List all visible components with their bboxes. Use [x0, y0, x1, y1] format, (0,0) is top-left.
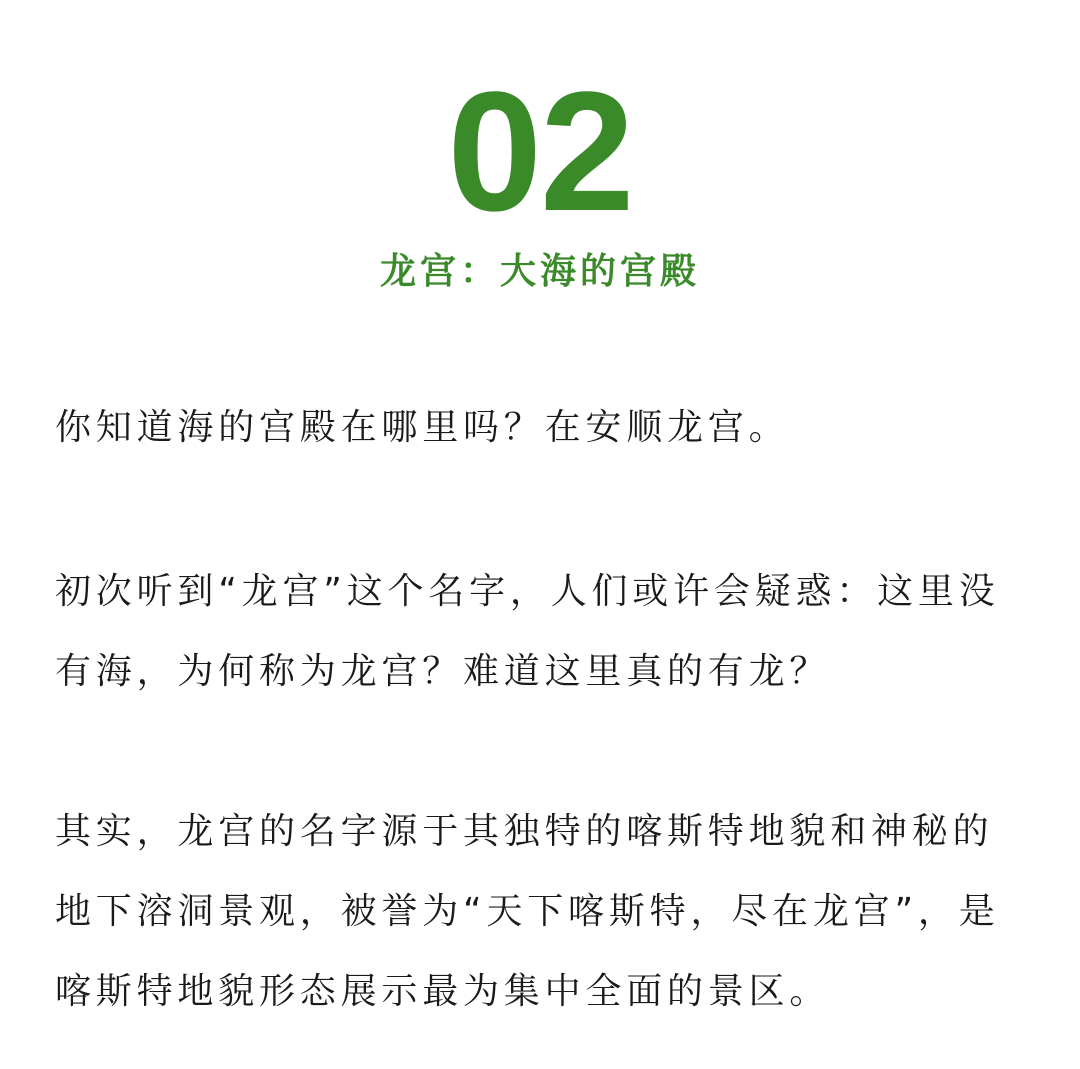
section-title: 龙宫：大海的宫殿 — [379, 251, 700, 292]
paragraph-question: 初次听到“龙宫”这个名字，人们或许会疑惑：这里没有海，为何称为龙宫？难道这里真的有龙？ — [55, 571, 1000, 692]
paragraph-intro: 你知道海的宫殿在哪里吗？在安顺龙宫。 — [55, 407, 790, 448]
paragraph-explanation: 其实，龙宫的名字源于其独特的喀斯特地貌和神秘的地下溶洞景观，被誉为“天下喀斯特，尽在龙宫”，是喀斯特地貌形态展示最为集中全面的景区。 — [55, 811, 1000, 1012]
section-number: 02 — [447, 57, 633, 247]
